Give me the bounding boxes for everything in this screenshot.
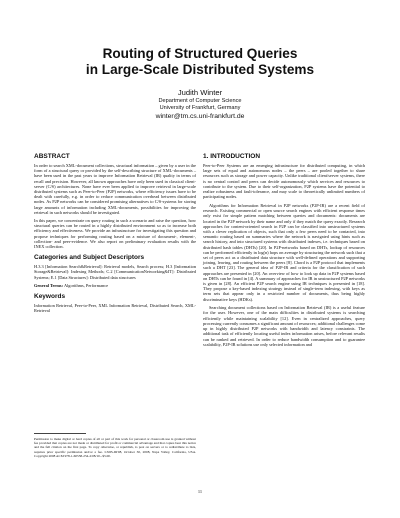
keywords-heading: Keywords bbox=[34, 293, 66, 301]
left-column bbox=[34, 153, 196, 316]
keywords-text: Information Retrieval, Peer-to-Peer, XML Information Retrieval, Distributed Search, XML-Retrieval bbox=[34, 303, 196, 314]
general-terms-text: Algorithms, Performance bbox=[63, 282, 109, 288]
author-email: winter@tm.cs.uni-frankfurt.de bbox=[155, 113, 245, 121]
title-line-2: in Large-Scale Distributed Systems bbox=[85, 62, 315, 77]
general-terms-label: General Terms: bbox=[34, 282, 64, 288]
author-block bbox=[0, 88, 400, 121]
abstract-paragraph-1: In order to search XML-document collections, structural information – given by a user in the form of a structural query or provided by the self-describing structure of XML-documents – have been used in the past years to improve Information Retrieval (IR) quality in terms of recall and precision. However, all known approaches have only been used in classical client-server (C/S) architectures. None have ever been applied to improve retrieval in large-scale distributed systems such as Peer-to-Peer (P2P) networks, where efficiency issues have to be dealt with carefully, e.g. in order to reduce communication overhead between distributed nodes. As P2P networks can be considered promising alternatives to C/S-systems for storing large amounts of information including XML-documents, possibilities for improving the retrieval in such networks should be investigated. bbox=[34, 163, 196, 215]
paper-title bbox=[0, 46, 400, 78]
introduction-paragraph-1: Peer-to-Peer Systems are an emerging infrastructure for distributed computing, in which large sets of equal and autonomous nodes – the peers – are pooled together to share resources such as storage and power capacity. Unlike traditional client/server systems, there is no central control and peers can decide autonomously which services and resources to contribute to the system. Due to their self-organization, P2P systems have the potential to realize robustness and fault-tolerance, and may scale to theoretically unlimited numbers of participating nodes. bbox=[203, 163, 365, 200]
introduction-paragraph-3: Searching document collections based on Information Retrieval (IR) is a useful feature for the user. However, one of the main difficulties in distributed systems is searching efficiently while maintaining scalability [12]. Even in centralized approaches, query processing currently consumes a significant amount of resources; additional challenges come up in highly distributed P2P networks with bandwidth and latency constraints. The additional task of efficiently locating useful index information arises, before relevant results can be ranked and retrieved. In order to reduce bandwidth consumption and to guarantee scalability, P2P-IR solutions use only selected information and bbox=[203, 305, 365, 347]
permission-notice: Permission to make digital or hard copies of all or part of this work for personal or classroom use is granted without fee provided that copies are not made or distributed for profit or commercial advantage and that copies bear this notice and the full citation on the first page. To copy otherwise, or republish, to post on servers or to redistribute to lists, requires prior specific permission and/or a fee. LSDS-IR'08, October 30, 2008, Napa Valley, California, USA. Copyright 2008 ACM 978-1-60558-254-2/08/10...$5.00. bbox=[34, 437, 196, 458]
categories-text: H.3.3 [Information Search&Retrieval]: Retrieval models, Search process; H.3 [Information Storage&Retrieval]: Indexing Methods; C.2 [CommunicationNetworking&IT]: Distributed Systems; E.1 [Data Structures]: Distributed data structures bbox=[34, 264, 196, 280]
abstract-heading: ABSTRACT bbox=[34, 153, 70, 160]
permission-divider bbox=[34, 433, 86, 434]
introduction-heading: 1. INTRODUCTION bbox=[203, 153, 261, 160]
author-university: University of Frankfurt, Germany bbox=[159, 105, 241, 112]
author-department: Department of Computer Science bbox=[158, 98, 242, 104]
author-name: Judith Winter bbox=[177, 88, 223, 97]
abstract-paragraph-2: In this paper, we concentrate on query routing in such a scenario and raise the question, how structural queries can be routed in a highly distributed environment so as to increase both efficiency and effectiveness. We provide an infrastructure for investigating this question and propose techniques for performing routing based on a mixture of document-, element-, collection- and peer-evidence. We also report on preliminary evaluation results with the INEX collection. bbox=[34, 218, 196, 250]
page-number: 11 bbox=[197, 489, 203, 494]
introduction-paragraph-2: Algorithms for Information Retrieval in P2P networks (P2P-IR) are a recent field of research. Existing commercial or open source search engines with efficient response times only exist for simple pattern matching between queries and documents: documents are located in the P2P network by their name and only if they match the query exactly. Research approaches for content-oriented search in P2P can be classified into unstructured systems with a clever replication of objects, such that only a few peers need to be contacted, into semantic routing based on summaries where the network is navigated using hints such as search history, and into structured systems with distributed indexes, i.e. techniques based on distributed hash tables (DHTs) [20]. In P2P-networks based on DHTs, lookup of resources can be performed efficiently in log(n) hops on average by structuring the network such that a set of peers act as a distributed data structure with well-defined operations and supporting joining, leaving, and routing between the peers [8]. Chord is a P2P protocol that implements such a DHT [23]. The general idea of P2P-IR and criteria for the classification of such approaches are presented in [20]. An overview of how to look up data in P2P systems based on DHTs can be found in [4]. A summary of approaches for IR in unstructured P2P networks is given in [28]. An efficient P2P search engine using IR techniques is presented in [18]. They propose a key-based indexing strategy instead of single-term indexing, with keys as term sets that appear only in a restricted number of documents, thus being highly discriminative keys (HDKs). bbox=[203, 202, 365, 302]
title-line-1: Routing of Structured Queries bbox=[102, 46, 298, 61]
right-column bbox=[203, 153, 365, 350]
general-terms bbox=[34, 283, 196, 288]
categories-heading: Categories and Subject Descriptors bbox=[34, 254, 145, 262]
